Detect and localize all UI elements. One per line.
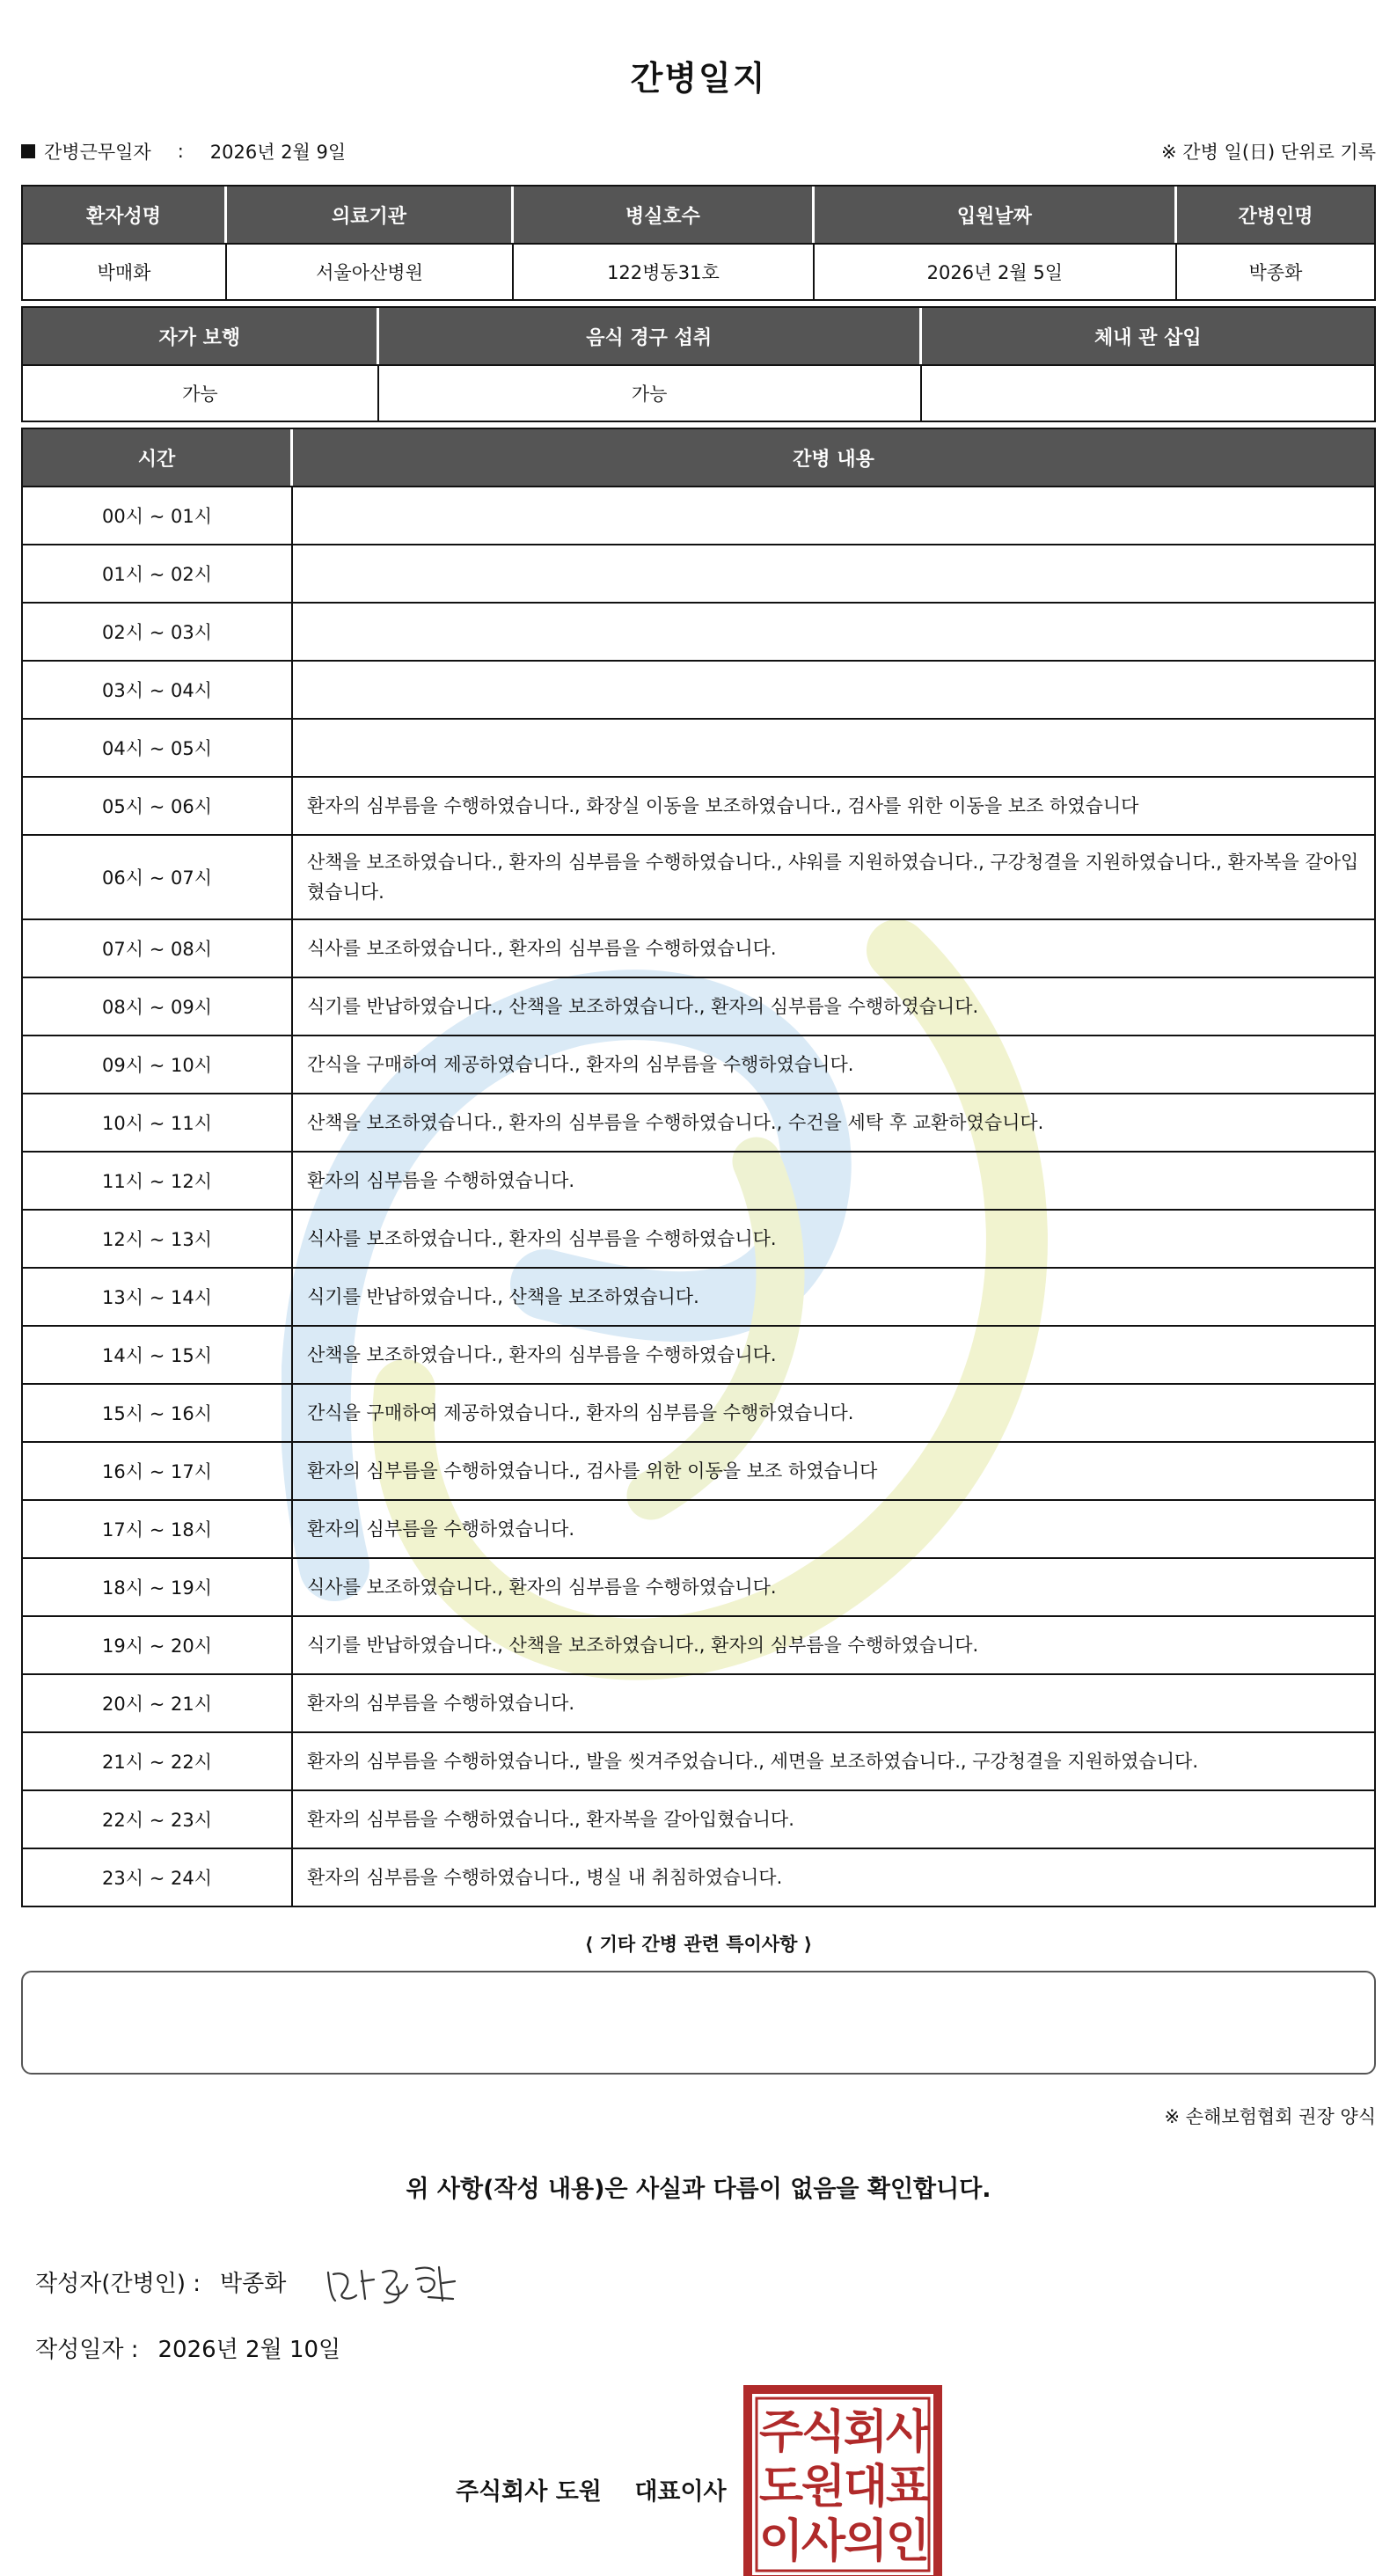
care-content (293, 660, 1374, 718)
table-row (23, 243, 1374, 299)
table-row (23, 1499, 1374, 1557)
time-slot: 23시 ~ 24시 (23, 1848, 293, 1906)
time-slot: 06시 ~ 07시 (23, 834, 293, 918)
time-slot: 08시 ~ 09시 (23, 977, 293, 1035)
table-row (23, 1267, 1374, 1325)
svg-text:대: 대 (843, 2461, 889, 2514)
time-slot: 00시 ~ 01시 (23, 486, 293, 544)
time-slot: 09시 ~ 10시 (23, 1035, 293, 1093)
meta-row (21, 125, 1376, 178)
care-content: 식기를 반납하였습니다., 산책을 보조하였습니다. (293, 1267, 1374, 1325)
company-seal-icon (742, 2384, 943, 2576)
patient-info-table (21, 185, 1376, 301)
header-self-walking: 자가 보행 (23, 308, 379, 364)
table-row (23, 1731, 1374, 1789)
table-row (23, 660, 1374, 718)
time-slot: 03시 ~ 04시 (23, 660, 293, 718)
care-content: 식사를 보조하였습니다., 환자의 심부름을 수행하였습니다. (293, 1557, 1374, 1615)
time-slot: 15시 ~ 16시 (23, 1383, 293, 1441)
care-content: 환자의 심부름을 수행하였습니다., 환자복을 갈아입혔습니다. (293, 1789, 1374, 1848)
time-slot: 19시 ~ 20시 (23, 1615, 293, 1673)
table-row (23, 977, 1374, 1035)
header-time: 시간 (23, 429, 293, 486)
table-row (23, 364, 1374, 421)
log-body (23, 486, 1374, 1906)
care-content: 산책을 보조하였습니다., 환자의 심부름을 수행하였습니다., 수건을 세탁 후 교환하였습니다. (293, 1093, 1374, 1151)
care-content: 간식을 구매하여 제공하였습니다., 환자의 심부름을 수행하였습니다. (293, 1383, 1374, 1441)
time-slot: 17시 ~ 18시 (23, 1499, 293, 1557)
svg-text:이: 이 (758, 2515, 804, 2568)
header-hospital: 의료기관 (227, 187, 514, 243)
care-content: 환자의 심부름을 수행하였습니다., 화장실 이동을 보조하였습니다., 검사를 위한 이동을 보조 하였습니다 (293, 776, 1374, 834)
care-content: 환자의 심부름을 수행하였습니다. (293, 1151, 1374, 1209)
svg-text:사: 사 (801, 2515, 846, 2568)
work-date-separator: : (177, 141, 184, 162)
patient-ability-table (21, 306, 1376, 422)
author-label: 작성자(간병인) : (35, 2270, 201, 2297)
page-title: 간병일지 (630, 59, 767, 98)
confirmation-statement: 위 사항(작성 내용)은 사실과 다름이 없음을 확인합니다. (406, 2176, 991, 2203)
work-date (21, 138, 346, 165)
caregiver-name: 박종화 (1177, 243, 1374, 299)
table-row (23, 1093, 1374, 1151)
hourly-care-log (21, 428, 1376, 1907)
care-content: 산책을 보조하였습니다., 환자의 심부름을 수행하였습니다., 샤워를 지원하였습니다., 구강청결을 지원하였습니다., 환자복을 갈아입혔습니다. (293, 834, 1374, 918)
time-slot: 22시 ~ 23시 (23, 1789, 293, 1848)
svg-text:식: 식 (801, 2406, 846, 2459)
table-header-row (23, 187, 1374, 243)
svg-text:사: 사 (885, 2406, 931, 2459)
author-name: 박종화 (220, 2270, 287, 2297)
table-row (23, 1615, 1374, 1673)
record-unit-note: ※ 간병 일(日) 단위로 기록 (1161, 142, 1376, 163)
svg-text:인: 인 (885, 2515, 931, 2568)
self-walking-value: 가능 (23, 364, 379, 421)
care-content (293, 544, 1374, 602)
table-row (23, 486, 1374, 544)
svg-text:원: 원 (801, 2461, 846, 2514)
form-source-note: ※ 손해보험협회 권장 양식 (1164, 2106, 1376, 2127)
time-slot: 01시 ~ 02시 (23, 544, 293, 602)
notes-title: ⟨ 기타 간병 관련 특이사항 ⟩ (584, 1934, 813, 1955)
time-slot: 02시 ~ 03시 (23, 602, 293, 660)
square-bullet-icon (21, 144, 35, 158)
company-name: 주식회사 도원 (456, 2478, 602, 2506)
table-row (23, 776, 1374, 834)
table-row (23, 1035, 1374, 1093)
svg-text:회: 회 (843, 2406, 889, 2459)
time-slot: 12시 ~ 13시 (23, 1209, 293, 1267)
care-content: 식사를 보조하였습니다., 환자의 심부름을 수행하였습니다. (293, 1209, 1374, 1267)
svg-text:의: 의 (843, 2515, 889, 2568)
time-slot: 16시 ~ 17시 (23, 1441, 293, 1499)
header-tube-insertion: 체내 관 삽입 (922, 308, 1374, 364)
time-slot: 21시 ~ 22시 (23, 1731, 293, 1789)
table-row (23, 1557, 1374, 1615)
table-row (23, 1151, 1374, 1209)
time-slot: 18시 ~ 19시 (23, 1557, 293, 1615)
care-content: 환자의 심부름을 수행하였습니다. (293, 1499, 1374, 1557)
table-row (23, 834, 1374, 918)
header-caregiver-name: 간병인명 (1177, 187, 1374, 243)
work-date-value: 2026년 2월 9일 (209, 142, 347, 163)
table-row (23, 602, 1374, 660)
table-row (23, 1789, 1374, 1848)
time-slot: 14시 ~ 15시 (23, 1325, 293, 1383)
time-slot: 10시 ~ 11시 (23, 1093, 293, 1151)
room-number: 122병동31호 (514, 243, 815, 299)
svg-text:주: 주 (758, 2406, 804, 2459)
table-row (23, 1441, 1374, 1499)
handwritten-signature-icon (321, 2255, 479, 2308)
care-content: 환자의 심부름을 수행하였습니다. (293, 1673, 1374, 1731)
admission-date: 2026년 2월 5일 (815, 243, 1177, 299)
time-slot: 04시 ~ 05시 (23, 718, 293, 776)
care-content: 환자의 심부름을 수행하였습니다., 발을 씻겨주었습니다., 세면을 보조하였습니다., 구강청결을 지원하였습니다. (293, 1731, 1374, 1789)
time-slot: 13시 ~ 14시 (23, 1267, 293, 1325)
written-date-row (21, 2321, 1376, 2374)
care-content: 식기를 반납하였습니다., 산책을 보조하였습니다., 환자의 심부름을 수행하였습니다. (293, 1615, 1374, 1673)
table-row (23, 544, 1374, 602)
time-slot: 20시 ~ 21시 (23, 1673, 293, 1731)
table-row (23, 1383, 1374, 1441)
care-content: 산책을 보조하였습니다., 환자의 심부름을 수행하였습니다. (293, 1325, 1374, 1383)
header-admission-date: 입원날짜 (815, 187, 1177, 243)
oral-intake-value: 가능 (379, 364, 922, 421)
header-care-content: 간병 내용 (293, 429, 1374, 486)
table-row (23, 1209, 1374, 1267)
work-date-label: 간병근무일자 (44, 142, 151, 163)
header-patient-name: 환자성명 (23, 187, 227, 243)
written-date-value: 2026년 2월 10일 (157, 2336, 341, 2363)
care-content: 식기를 반납하였습니다., 산책을 보조하였습니다., 환자의 심부름을 수행하였습니다. (293, 977, 1374, 1035)
care-content: 식사를 보조하였습니다., 환자의 심부름을 수행하였습니다. (293, 918, 1374, 977)
company-signature-row (21, 2384, 1376, 2576)
table-row (23, 1848, 1374, 1906)
care-content (293, 486, 1374, 544)
written-date-label: 작성일자 : (35, 2336, 139, 2363)
time-slot: 11시 ~ 12시 (23, 1151, 293, 1209)
company-ceo-title: 대표이사 (634, 2478, 727, 2506)
table-header-row (23, 308, 1374, 364)
table-row (23, 718, 1374, 776)
header-oral-intake: 음식 경구 섭취 (379, 308, 922, 364)
tube-insertion-value (922, 364, 1374, 421)
table-row (23, 1673, 1374, 1731)
header-room: 병실호수 (514, 187, 815, 243)
time-slot: 05시 ~ 06시 (23, 776, 293, 834)
svg-text:도: 도 (758, 2461, 804, 2514)
svg-text:표: 표 (885, 2461, 931, 2514)
care-content (293, 718, 1374, 776)
special-notes-box (21, 1971, 1376, 2075)
table-row (23, 1325, 1374, 1383)
care-content: 간식을 구매하여 제공하였습니다., 환자의 심부름을 수행하였습니다. (293, 1035, 1374, 1093)
time-slot: 07시 ~ 08시 (23, 918, 293, 977)
care-content (293, 602, 1374, 660)
author-row (21, 2250, 1376, 2312)
care-content: 환자의 심부름을 수행하였습니다., 병실 내 취침하였습니다. (293, 1848, 1374, 1906)
hospital-name: 서울아산병원 (227, 243, 514, 299)
table-row (23, 918, 1374, 977)
company-name-line (456, 2472, 727, 2506)
table-header-row (23, 429, 1374, 486)
patient-name: 박매화 (23, 243, 227, 299)
care-content: 환자의 심부름을 수행하였습니다., 검사를 위한 이동을 보조 하였습니다 (293, 1441, 1374, 1499)
